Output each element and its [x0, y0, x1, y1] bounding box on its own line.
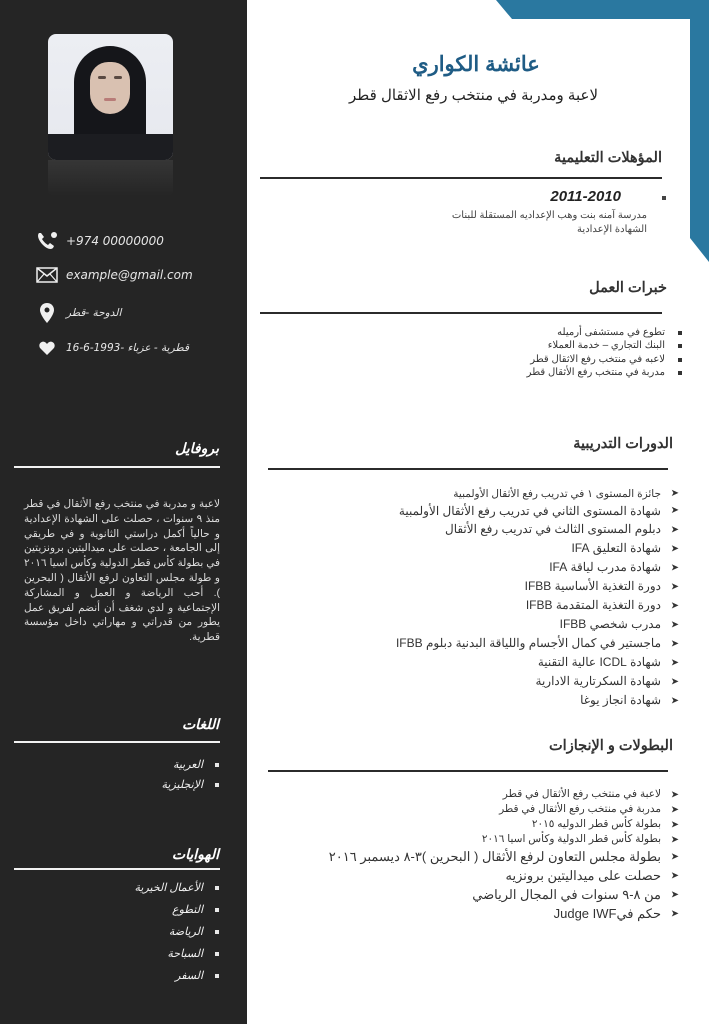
- arrow-bullet-icon: ➤: [670, 695, 679, 706]
- candidate-name: عائشة الكواري: [412, 53, 540, 76]
- achievement-item: ➤ مدربة في منتخب رفع الأثقال في قطر: [499, 803, 679, 815]
- arrow-bullet-icon: ➤: [670, 789, 679, 800]
- course-item: ➤ جائزة المستوى ١ في تدريب رفع الأثقال الأولمبية: [453, 488, 679, 500]
- courses-list: [396, 486, 681, 710]
- profile-text: لاعبة و مدربة في منتخب رفع الأثقال في قطر منذ ٩ سنوات ، حصلت على الشهادة الإعدادية و حالياً أكمل دراستي الثانوية و في طريقي إلى الجامعة ، حصلت على ميداليتين برونزيتين في بطولة كأس قطر الدولية وكأس اسيا ٢٠١٦ و طولة مجلس التعاون لرفع الأثقال ( البحرين ). أحب الرياضة و العمل و المشاركة الإجتماعية و لدي شغف أن أنضم لفريق عمل يطور من قدراتي و مهاراتي داخل مؤسسة قطرية.: [24, 498, 220, 644]
- course-item: ➤ شهادة انجاز يوغا: [396, 691, 681, 710]
- hobby-item: الرياضة: [134, 921, 221, 943]
- course-item: ➤ شهادة التعليق IFA: [396, 539, 681, 558]
- arrow-bullet-icon: ➤: [670, 804, 679, 815]
- contact-phone: [36, 230, 164, 252]
- arrow-bullet-icon: ➤: [670, 870, 679, 881]
- course-item: ➤ دورة التغذية المتقدمة IFBB: [396, 596, 681, 615]
- hobbies-heading: الهوايات: [171, 846, 219, 862]
- experience-item: تطوع في مستشفى أرميله: [527, 326, 685, 339]
- arrow-bullet-icon: ➤: [670, 889, 679, 900]
- experience-item: مدربة في منتخب رفع الأثقال قطر: [527, 366, 685, 379]
- course-item: ➤ دورة التغذية الأساسية IFBB: [396, 577, 681, 596]
- achievement-item: ➤ بطولة كأس قطر الدولية وكأس اسيا ٢٠١٦: [481, 833, 679, 845]
- language-item: الإنجليزية: [162, 775, 221, 795]
- hobby-item: الأعمال الخيرية: [134, 877, 221, 899]
- arrow-bullet-icon: ➤: [670, 638, 679, 649]
- profile-photo: [48, 34, 173, 160]
- arrow-bullet-icon: ➤: [670, 524, 679, 535]
- education-years: 2011-2010: [550, 188, 621, 205]
- languages-heading: اللغات: [182, 716, 219, 732]
- education-detail: [452, 209, 647, 237]
- profile-divider: [14, 466, 220, 468]
- course-item: ➤ مدرب شخصي IFBB: [396, 615, 681, 634]
- arrow-bullet-icon: ➤: [670, 676, 679, 687]
- photo-reflection: [48, 160, 173, 196]
- heart-icon: [36, 337, 58, 359]
- language-item: العربية: [162, 755, 221, 775]
- contact-email: [36, 264, 193, 286]
- envelope-icon: [36, 264, 58, 286]
- arrow-bullet-icon: ➤: [670, 505, 679, 516]
- achievement-item: ➤ بطولة كأس قطر الدوليه ٢٠١٥: [531, 818, 679, 830]
- arrow-bullet-icon: ➤: [670, 851, 679, 862]
- arrow-bullet-icon: ➤: [670, 488, 679, 499]
- courses-heading: الدورات التدريبية: [573, 436, 673, 452]
- hobbies-divider: [14, 868, 220, 870]
- experience-item: البنك التجاري – خدمة العملاء: [527, 339, 685, 352]
- arrow-bullet-icon: ➤: [670, 657, 679, 668]
- contact-location: [36, 302, 121, 324]
- education-divider: [260, 177, 662, 179]
- arrow-bullet-icon: ➤: [670, 834, 679, 845]
- experience-heading: خبرات العمل: [589, 280, 667, 296]
- education-school: مدرسة آمنه بنت وهب الإعداديه المستقلة للبنات: [451, 210, 647, 221]
- course-item: ➤ شهادة مدرب لياقة IFA: [396, 558, 681, 577]
- course-item: ➤ شهادة ICDL عالية التقنية: [396, 653, 681, 672]
- arrow-bullet-icon: ➤: [670, 619, 679, 630]
- sidebar: [0, 0, 247, 1024]
- phone-number[interactable]: +974 00000000: [66, 234, 164, 248]
- personal-info: 16-6-1993- قطرية - عزباء: [66, 342, 190, 354]
- arrow-bullet-icon: ➤: [670, 581, 679, 592]
- arrow-bullet-icon: ➤: [670, 819, 679, 830]
- course-item: ➤ دبلوم المستوى الثالث في تدريب رفع الأثقال: [396, 520, 681, 539]
- course-item: ➤ ماجستير في كمال الأجسام واللياقة البدنية دبلوم IFBB: [396, 634, 681, 653]
- arrow-bullet-icon: ➤: [670, 600, 679, 611]
- achievement-item: ➤ بطولة مجلس التعاون لرفع الأثقال ( البحرين )٣-٨ ديسمبر ٢٠١٦: [328, 849, 679, 864]
- achievements-list: [329, 787, 681, 923]
- bullet-icon: [662, 196, 666, 200]
- contact-personal: [36, 337, 189, 359]
- candidate-subtitle: لاعبة ومدربة في منتخب رفع الاثقال قطر: [349, 87, 598, 104]
- map-pin-icon: [36, 302, 58, 324]
- hobbies-list: [134, 877, 221, 987]
- experience-item: لاعبه في منتخب رفع الاثقال قطر: [527, 353, 685, 366]
- experience-divider: [260, 312, 662, 314]
- arrow-bullet-icon: ➤: [670, 543, 679, 554]
- achievement-item: ➤ حصلت على ميداليتين برونزيه: [505, 868, 679, 883]
- languages-list: [162, 755, 221, 795]
- course-item: ➤ شهادة السكرتارية الادارية: [396, 672, 681, 691]
- email-address[interactable]: example@gmail.com: [66, 268, 193, 282]
- languages-divider: [14, 741, 220, 743]
- arrow-bullet-icon: ➤: [670, 562, 679, 573]
- hobby-item: السفر: [134, 965, 221, 987]
- achievements-divider: [268, 770, 668, 772]
- arrow-bullet-icon: ➤: [670, 908, 679, 919]
- achievements-heading: البطولات و الإنجازات: [549, 738, 673, 754]
- courses-divider: [268, 468, 668, 470]
- experience-list: [527, 326, 685, 379]
- education-heading: المؤهلات التعليمية: [554, 150, 662, 166]
- phone-icon: [36, 230, 58, 252]
- achievement-item: ➤ من ٨-٩ سنوات في المجال الرياضي: [472, 887, 679, 902]
- course-item: ➤ شهادة المستوى الثاني في تدريب رفع الأثقال الأولمبية: [398, 504, 679, 518]
- profile-heading: بروفايل: [175, 440, 219, 456]
- hobby-item: التطوع: [134, 899, 221, 921]
- location: الدوحة -قطر: [66, 307, 122, 319]
- hobby-item: السباحة: [134, 943, 221, 965]
- achievement-item: ➤ لاعبة في منتخب رفع الأثقال في قطر: [502, 788, 679, 800]
- achievement-item: ➤ حكم فيJudge IWF: [553, 906, 679, 921]
- education-degree: الشهادة الإعدادية: [577, 224, 647, 235]
